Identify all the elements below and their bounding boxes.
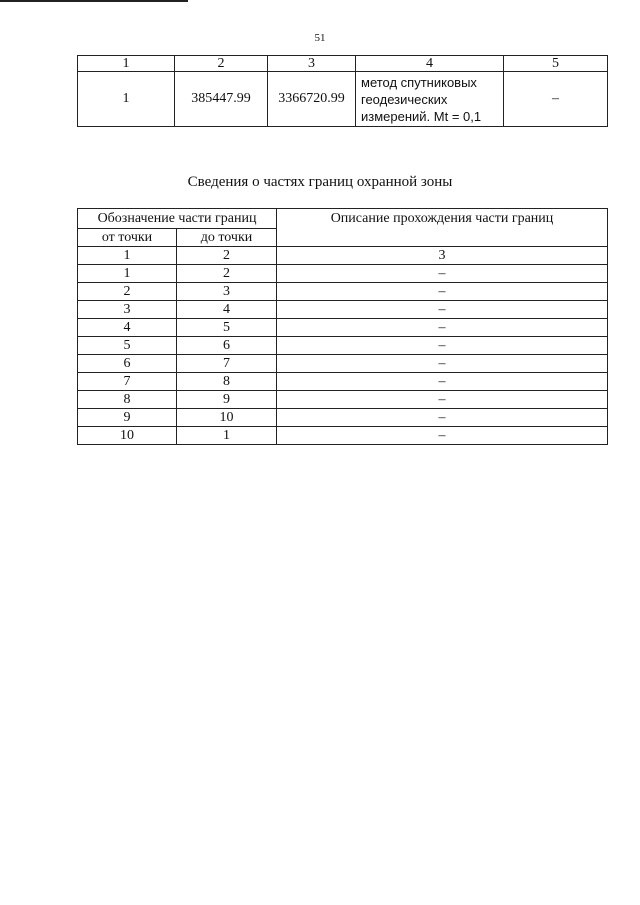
table-row: [78, 301, 608, 319]
from-point-cell: 9: [78, 409, 177, 427]
table-row: [78, 283, 608, 301]
from-point-cell: 7: [78, 373, 177, 391]
method-line: геодезических: [361, 91, 448, 107]
section-title: Сведения о частях границ охранной зоны: [187, 174, 453, 190]
page-number: 51: [314, 32, 326, 44]
y-coordinate-cell: 3366720.99: [268, 72, 356, 127]
table-row: [78, 409, 608, 427]
from-point-cell: 8: [78, 391, 177, 409]
to-point-header: до точки: [177, 229, 277, 247]
description-cell: –: [277, 391, 608, 409]
boundary-parts-table: [77, 208, 608, 445]
to-point-cell: 10: [177, 409, 277, 427]
method-line: метод спутниковых: [361, 74, 477, 90]
coordinates-table: [77, 55, 608, 127]
table-row: [78, 355, 608, 373]
x-coordinate-cell: 385447.99: [175, 72, 268, 127]
designation-header: Обозначение части границ: [78, 209, 277, 229]
to-point-cell: 3: [177, 283, 277, 301]
header-cell: 5: [504, 56, 608, 72]
description-cell: –: [277, 301, 608, 319]
table-row: [78, 265, 608, 283]
table-row: [78, 391, 608, 409]
to-point-cell: 2: [177, 265, 277, 283]
point-cell: 1: [78, 72, 175, 127]
table-row: [78, 72, 608, 127]
to-point-cell: 1: [177, 427, 277, 445]
from-point-cell: 5: [78, 337, 177, 355]
to-point-cell: 5: [177, 319, 277, 337]
header-cell: 2: [175, 56, 268, 72]
to-point-cell: 8: [177, 373, 277, 391]
description-cell: –: [277, 409, 608, 427]
to-point-cell: 4: [177, 301, 277, 319]
boundary-header-row: [78, 209, 608, 229]
header-cell: 3: [268, 56, 356, 72]
from-point-cell: 4: [78, 319, 177, 337]
top-rule: [0, 0, 188, 2]
table-row: [78, 337, 608, 355]
description-cell: –: [277, 373, 608, 391]
description-cell: –: [277, 355, 608, 373]
boundary-table-body: [78, 247, 608, 445]
to-point-cell: 6: [177, 337, 277, 355]
from-point-cell: 1: [78, 247, 177, 265]
coordinates-header-row: [78, 56, 608, 72]
note-cell: –: [504, 72, 608, 127]
table-row: [78, 247, 608, 265]
table-row: [78, 373, 608, 391]
to-point-cell: 7: [177, 355, 277, 373]
from-point-cell: 10: [78, 427, 177, 445]
table-row: [78, 427, 608, 445]
method-line: измерений. Mt = 0,1: [361, 108, 482, 124]
to-point-cell: 9: [177, 391, 277, 409]
from-point-cell: 3: [78, 301, 177, 319]
method-cell: [356, 72, 504, 127]
description-cell: –: [277, 319, 608, 337]
table-row: [78, 319, 608, 337]
description-cell: –: [277, 337, 608, 355]
description-cell: –: [277, 283, 608, 301]
description-cell: –: [277, 427, 608, 445]
header-cell: 4: [356, 56, 504, 72]
description-header: Описание прохождения части границ: [277, 209, 608, 247]
description-cell: 3: [277, 247, 608, 265]
from-point-cell: 1: [78, 265, 177, 283]
header-cell: 1: [78, 56, 175, 72]
description-cell: –: [277, 265, 608, 283]
from-point-cell: 2: [78, 283, 177, 301]
to-point-cell: 2: [177, 247, 277, 265]
from-point-header: от точки: [78, 229, 177, 247]
from-point-cell: 6: [78, 355, 177, 373]
